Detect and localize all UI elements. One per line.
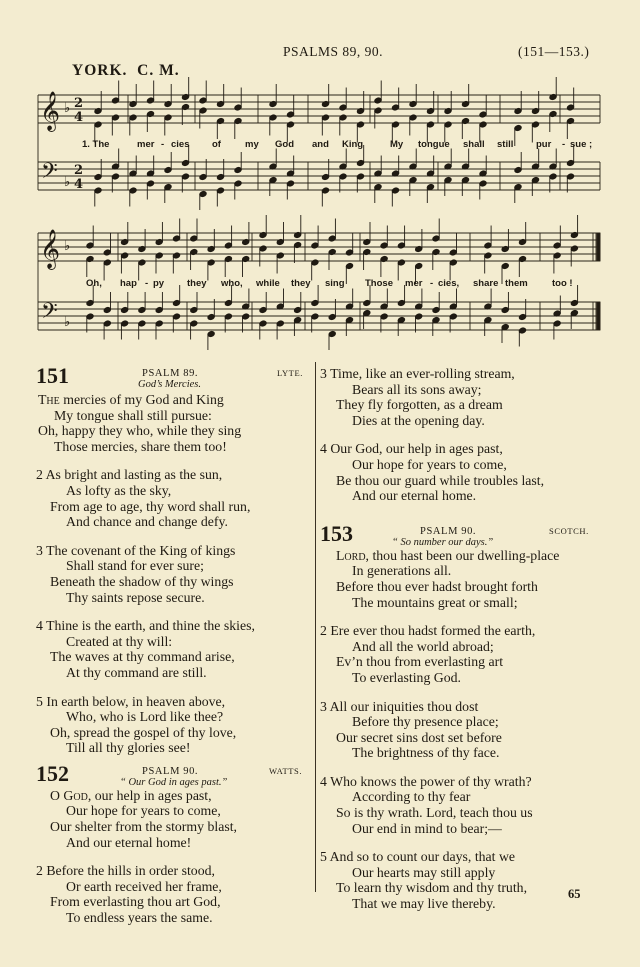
- hymn-line: Lord, thou hast been our dwelling-place: [336, 547, 560, 563]
- hymn-line: The brightness of thy face.: [352, 745, 500, 761]
- hymn-line: To endless years the same.: [66, 910, 213, 926]
- lyric-syllable: py: [153, 278, 165, 289]
- time-signature-bottom: 4: [74, 177, 84, 192]
- lyric-syllable: too !: [552, 278, 573, 289]
- hymn-line: Our hearts may still apply: [352, 864, 496, 880]
- hymn-line: Or earth received her frame,: [66, 878, 222, 894]
- lyric-syllable: share: [473, 278, 499, 289]
- hymn-line: That we may live thereby.: [352, 896, 496, 912]
- hymn-number: 153: [320, 520, 353, 546]
- hymn-line: Created at thy will:: [66, 633, 173, 649]
- lyric-syllable: tongue: [418, 139, 450, 150]
- hymn-153-header: [320, 520, 620, 554]
- lyric-syllable: -: [562, 139, 566, 150]
- flat-icon: ♭: [64, 239, 71, 254]
- hymn-line: The waves at thy command arise,: [50, 649, 235, 665]
- hymn-subtitle: “ So number our days.”: [392, 536, 494, 548]
- hymn-line: 3 Time, like an ever-rolling stream,: [320, 366, 515, 381]
- flat-icon: ♭: [64, 175, 71, 190]
- hymn-line: As lofty as the sky,: [66, 482, 172, 498]
- hymn-line: 5 In earth below, in heaven above,: [36, 693, 226, 709]
- lyric-syllable: of: [212, 139, 221, 150]
- lyric-syllable: My: [390, 139, 404, 150]
- lyric-syllable: who,: [221, 278, 243, 289]
- hymn-line: And our eternal home.: [352, 488, 477, 504]
- left-column: [36, 363, 306, 926]
- lyric-syllable: cies,: [438, 278, 460, 289]
- page-header-range: (151—153.): [518, 44, 590, 59]
- hymn-line: From everlasting thou art God,: [50, 894, 221, 910]
- hymn-line: O God, our help in ages past,: [50, 787, 212, 803]
- lyric-syllable: my: [245, 139, 259, 150]
- hymn-author: LYTE.: [277, 368, 303, 378]
- hymn-line: 4 Who knows the power of thy wrath?: [320, 773, 532, 789]
- treble-clef-icon: 𝄞: [40, 229, 61, 269]
- hymn-line: Our hope for years to come,: [66, 803, 221, 819]
- lyric-syllable: pur: [536, 139, 552, 150]
- hymn-psalm: PSALM 89.: [142, 368, 199, 379]
- hymn-line: And all the world abroad;: [352, 638, 494, 654]
- treble-clef-icon: 𝄞: [40, 91, 61, 131]
- hymn-line: Before thou ever hadst brought forth: [336, 578, 538, 594]
- hymn-151-header: [36, 363, 306, 396]
- hymn-line: The mountains great or small;: [352, 594, 518, 610]
- lyric-syllable: still: [497, 139, 514, 150]
- lyric-syllable: -: [145, 278, 149, 289]
- hymn-line: To everlasting God.: [352, 669, 462, 685]
- lyric-syllable: mer: [405, 278, 423, 289]
- final-barline-thick: [597, 233, 600, 261]
- lyric-syllable: Oh,: [86, 278, 102, 289]
- hymn-line: To learn thy wisdom and thy truth,: [336, 880, 528, 896]
- music-score: [0, 0, 640, 350]
- hymn-153-text: [320, 548, 620, 912]
- hymn-line: The mercies of my God and King: [38, 392, 224, 407]
- hymn-line: Our end in mind to bear;—: [352, 820, 502, 836]
- lyric-syllable: and: [312, 139, 329, 150]
- lyric-syllable: they: [187, 278, 207, 289]
- hymn-number: 152: [36, 760, 69, 786]
- hymn-line: 4 Thine is the earth, and thine the skies,: [36, 618, 255, 634]
- hymn-subtitle: “ Our God in ages past.”: [120, 776, 228, 788]
- hymn-line: 3 The covenant of the King of kings: [36, 542, 236, 558]
- lyric-syllable: sing: [325, 278, 345, 289]
- hymn-line: Thy saints repose secure.: [66, 589, 205, 605]
- lyric-syllable: while: [256, 278, 280, 289]
- final-barline-thick: [597, 302, 600, 330]
- right-column: [320, 366, 620, 912]
- hymn-151-text: [36, 392, 306, 756]
- lyric-syllable: -: [161, 139, 165, 150]
- hymn-line: Those mercies, share them too!: [54, 438, 227, 454]
- hymn-line: Our hope for years to come,: [352, 456, 507, 472]
- time-signature-bottom: 4: [74, 110, 84, 125]
- hymn-line: And chance and change defy.: [66, 514, 228, 530]
- hymn-line: Till all thy glories see!: [66, 740, 191, 756]
- hymn-line: From age to age, thy word shall run,: [50, 498, 251, 514]
- hymn-line: Who, who is Lord like thee?: [66, 709, 224, 725]
- lyric-syllable: mer: [137, 139, 155, 150]
- tune-meter: C. M.: [137, 62, 180, 79]
- lyric-syllable: 1. The: [82, 139, 110, 150]
- hymn-line: My tongue shall still pursue:: [54, 407, 212, 423]
- lyric-syllable: Those: [365, 278, 393, 289]
- hymn-line: Be thou our guard while troubles last,: [336, 472, 545, 488]
- hymn-author: SCOTCH.: [549, 525, 589, 536]
- time-signature-top: 2: [74, 96, 84, 111]
- hymn-author: WATTS.: [269, 765, 303, 776]
- tune-name: YORK.: [72, 62, 128, 79]
- hymn-line: Shall stand for ever sure;: [66, 558, 204, 574]
- hymn-152-header: [36, 760, 306, 794]
- hymn-number: 151: [36, 363, 69, 388]
- hymn-line: According to thy fear: [352, 789, 471, 805]
- hymn-line: Dies at the opening day.: [352, 412, 485, 428]
- flat-icon: ♭: [64, 315, 71, 330]
- flat-icon: ♭: [64, 101, 71, 116]
- hymn-line: Bears all its sons away;: [352, 381, 482, 397]
- hymn-line: Ev’n thou from everlasting art: [336, 654, 504, 670]
- hymn-line: Our secret sins dost set before: [336, 729, 502, 745]
- hymn-line: 2 As bright and lasting as the sun,: [36, 467, 223, 483]
- hymn-line: And our eternal home!: [66, 834, 192, 850]
- hymn-line: Oh, happy they who, while they sing: [38, 423, 242, 439]
- lyric-syllable: King: [342, 139, 364, 150]
- lyric-syllable: God: [275, 139, 294, 150]
- hymn-line: They fly forgotten, as a dream: [336, 397, 503, 413]
- bass-clef-icon: 𝄢: [41, 159, 58, 189]
- hymn-psalm: PSALM 90.: [420, 525, 477, 537]
- hymn-line: 3 All our iniquities thou dost: [320, 698, 479, 714]
- hymn-line: 2 Before the hills in order stood,: [36, 863, 215, 879]
- lyric-syllable: they: [291, 278, 311, 289]
- lyric-syllable: sue ;: [570, 139, 593, 150]
- lyric-syllable: -: [430, 278, 434, 289]
- hymn-line: Our shelter from the stormy blast,: [50, 819, 237, 835]
- hymn-line: So is thy wrath. Lord, teach thou us: [336, 805, 533, 821]
- column-divider: [315, 362, 316, 892]
- lyric-syllable: shall: [463, 139, 485, 150]
- hymn-subtitle: God’s Mercies.: [138, 379, 201, 390]
- lyric-syllable: them: [505, 278, 528, 289]
- hymn-line: At thy command are still.: [66, 664, 207, 680]
- hymn-line: Before thy presence place;: [352, 714, 499, 730]
- time-signature-top: 2: [74, 163, 84, 178]
- page-header-title: PSALMS 89, 90.: [283, 44, 384, 59]
- page-number: 65: [568, 887, 581, 901]
- hymn-152-continued: [320, 366, 620, 504]
- hymn-line: Beneath the shadow of thy wings: [50, 573, 234, 589]
- hymn-psalm: PSALM 90.: [142, 765, 199, 777]
- hymn-line: 5 And so to count our days, that we: [320, 849, 516, 865]
- hymn-line: In generations all.: [352, 563, 452, 579]
- hymn-line: Oh, spread the gospel of thy love,: [50, 724, 237, 740]
- hymn-line: 2 Ere ever thou hadst formed the earth,: [320, 623, 536, 639]
- bass-clef-icon: 𝄢: [41, 299, 58, 329]
- hymn-152-text: [36, 788, 306, 926]
- lyric-syllable: cies: [171, 139, 190, 150]
- lyric-syllable: hap: [120, 278, 137, 289]
- hymn-line: 4 Our God, our help in ages past,: [320, 441, 503, 457]
